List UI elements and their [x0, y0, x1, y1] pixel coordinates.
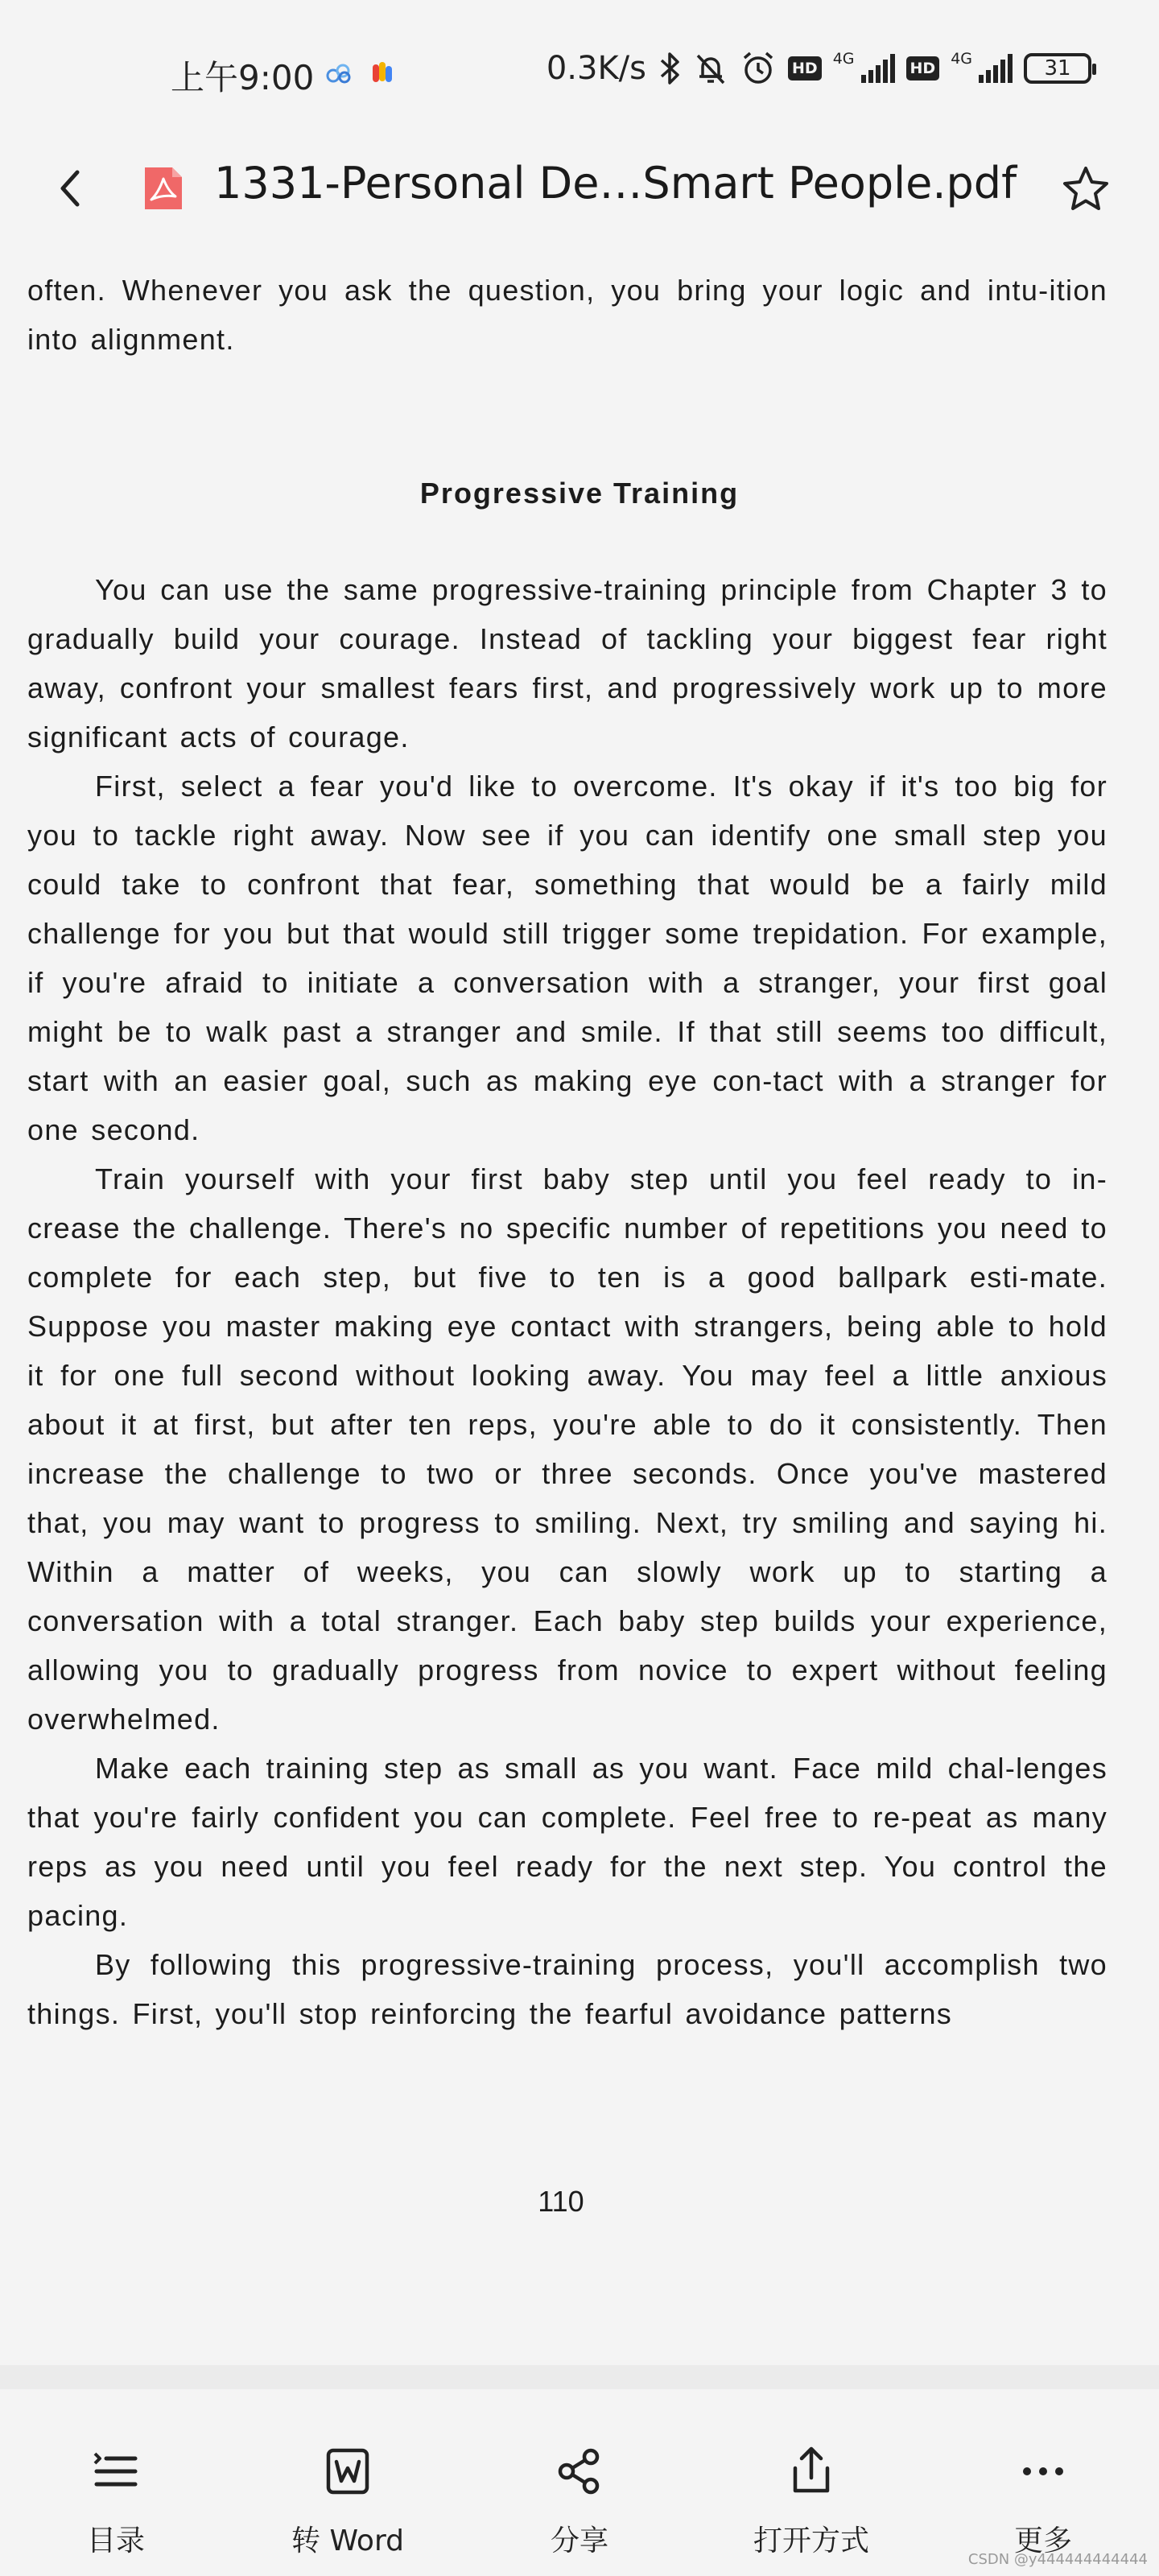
paragraph-5: By following this progressive-training process, you'll accomplish two things. First, you'll stop reinforcing the fearful avoidance patterns: [27, 1948, 1107, 2030]
page-number: 110: [538, 2185, 584, 2218]
toc-label: 目录: [86, 2524, 145, 2557]
status-time: 上午9:00: [171, 58, 315, 97]
more-label: 更多: [1013, 2524, 1072, 2557]
bottom-toolbar: [0, 2389, 1159, 2576]
alarm-icon: [740, 50, 777, 87]
title-bar: [0, 145, 1159, 233]
paragraph-4: Make each training step as small as you want. Face mild chal-lenges that you're fairly confident you can complete. Feel free to re-peat as many reps as you need until you feel ready for the next step. You control the pacing.: [27, 1752, 1107, 1932]
cloud-app-icon: [325, 63, 353, 84]
convert-word-label: 转 Word: [291, 2524, 404, 2557]
open-with-label: 打开方式: [753, 2524, 869, 2557]
status-bar: [0, 0, 1159, 153]
paragraph-2: First, select a fear you'd like to overcome. It's okay if it's too big for you to tackle right away. Now see if you can identify one small step you could take to confront that fear, something that would be a fairly mild challenge for you but that would still trigger some trepidation. For example, if you're afraid to initiate a conversation with a stranger, your first goal might be to walk past a stranger and smile. If that still seems too difficult, start with an easier goal, such as making eye con-tact with a stranger for one second.: [27, 770, 1107, 1146]
mute-bell-icon: [693, 51, 728, 86]
status-indicators: [547, 50, 1091, 87]
net-type-label: 4G: [832, 50, 855, 68]
hd-badge: HD: [788, 56, 822, 80]
bluetooth-icon: [658, 51, 682, 86]
share-label: 分享: [550, 2524, 608, 2557]
open-with-button[interactable]: [731, 2446, 892, 2559]
toolbar-divider: [0, 2365, 1159, 2389]
open-with-icon: [786, 2446, 837, 2497]
watermark: CSDN @y444444444444: [967, 2551, 1148, 2568]
chevron-left-icon[interactable]: [50, 164, 90, 213]
star-outline-icon[interactable]: [1061, 164, 1111, 214]
word-convert-icon: [322, 2446, 373, 2497]
share-button[interactable]: [499, 2446, 660, 2559]
pdf-page[interactable]: [0, 266, 1159, 2359]
signal-icon: [861, 54, 895, 83]
share-icon: [554, 2446, 605, 2497]
more-icon: [1017, 2446, 1069, 2497]
hd-badge-2: HD: [906, 56, 940, 80]
network-speed: 0.3K/s: [546, 50, 646, 87]
notification-icons: [325, 60, 394, 87]
table-of-contents-icon: [90, 2446, 142, 2497]
battery-level: 31: [1044, 56, 1071, 80]
pdf-icon: [142, 164, 185, 213]
net-type-label-2: 4G: [951, 50, 972, 68]
battery-indicator: [1024, 53, 1091, 84]
more-button[interactable]: [963, 2446, 1124, 2559]
toc-button[interactable]: [35, 2446, 196, 2559]
paragraph-1: You can use the same progressive-training principle from Chapter 3 to gradually build your courage. Instead of tackling your biggest fear right away, confront your smallest fears first, and progressively work up to more significant acts of courage.: [27, 573, 1107, 753]
paragraph-3: Train yourself with your first baby step until you feel ready to in-crease the challenge. There's no specific number of repetitions you need to complete for each step, but five to ten is a good ballpark esti-mate. Suppose you master making eye contact with strangers, being able to hold it for one full second without looking away. You may feel a little anxious about it at first, but after ten reps, you're able to do it consistently. Then increase the challenge to two or three seconds. Once you've mastered that, you may want to progress to smiling. Next, try smiling and saying hi. Within a matter of weeks, you can slowly work up to starting a conversation with a total stranger. Each baby step builds your experience, allowing you to gradually progress from novice to expert without feeling overwhelmed.: [27, 1162, 1107, 1736]
paragraph-continuation: often. Whenever you ask the question, you bring your logic and intu-ition into alignment.: [27, 274, 1107, 356]
convert-word-button[interactable]: [267, 2446, 428, 2559]
colorful-app-icon: [370, 60, 394, 87]
document-title: 1331-Personal De…Smart People.pdf: [214, 158, 1017, 208]
signal-icon-2: [979, 54, 1013, 83]
section-heading: Progressive Training: [419, 477, 740, 510]
